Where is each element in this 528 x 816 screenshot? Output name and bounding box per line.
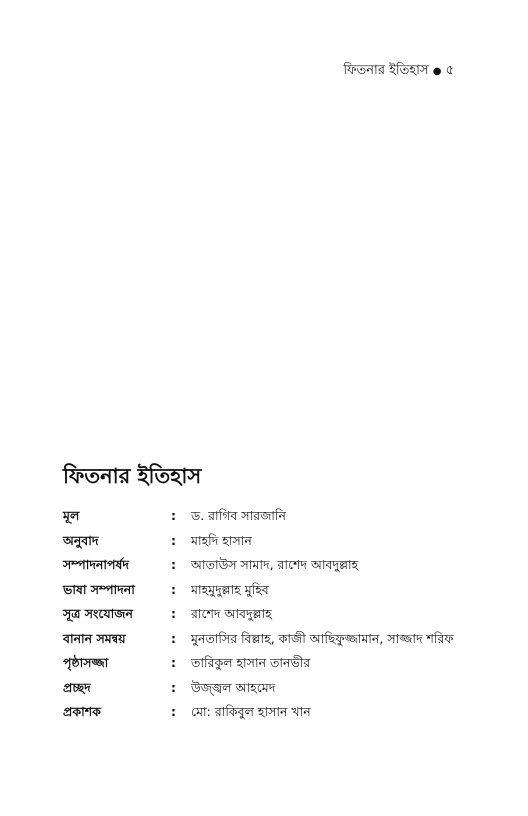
header-separator: ●	[432, 66, 442, 77]
credit-row-spelling-coordination	[63, 631, 483, 656]
credit-label: সূত্র সংযোজন	[63, 606, 133, 621]
credit-value: তারিকুল হাসান তানভীর	[191, 655, 311, 670]
credit-colon: :	[171, 508, 176, 523]
credit-row-language-editor	[63, 582, 483, 607]
credit-colon: :	[171, 630, 176, 646]
credit-label: বানান সমন্বয়	[63, 630, 126, 646]
running-header	[343, 61, 454, 82]
credit-row-cover	[63, 680, 483, 705]
credit-value: আতাউস সামাদ, রাশেদ আবদুল্লাহ	[191, 557, 359, 572]
credit-label: সম্পাদনাপর্ষদ	[63, 557, 129, 572]
credit-label: পৃষ্ঠাসজ্জা	[63, 655, 109, 670]
credit-label: অনুবাদ	[63, 532, 99, 548]
credit-colon: :	[171, 606, 176, 621]
running-title: ফিতনার ইতিহাস	[343, 63, 429, 78]
credit-label: ভাষা সম্পাদনা	[63, 581, 135, 597]
credit-row-publisher	[63, 704, 483, 729]
credit-row-page-layout	[63, 655, 483, 680]
credit-value: মো: রাকিবুল হাসান খান	[191, 704, 311, 719]
credit-row-editorial-board	[63, 557, 483, 582]
credit-value: মাহমুদুল্লাহ মুহিব	[191, 581, 269, 597]
credit-label: প্রকাশক	[63, 704, 101, 719]
credit-value: মাহদি হাসান	[191, 532, 252, 548]
credit-colon: :	[171, 581, 176, 597]
credit-colon: :	[171, 557, 176, 572]
credit-value: মুনতাসির বিল্লাহ, কাজী আছিফুজ্জামান, সাজ্জাদ শরিফ	[191, 630, 454, 646]
book-title: ফিতনার ইতিহাস	[63, 464, 202, 488]
credit-colon: :	[171, 704, 176, 719]
page-number: ৫	[445, 63, 454, 78]
credit-row-translator	[63, 533, 483, 558]
credit-colon: :	[171, 532, 176, 548]
credit-label: মূল	[63, 508, 80, 523]
credits-list	[63, 508, 483, 729]
credit-row-original-author	[63, 508, 483, 533]
credit-colon: :	[171, 679, 176, 695]
credit-value: রাশেদ আবদুল্লাহ	[191, 606, 272, 621]
credit-value: উজ্জ্বল আহমেদ	[191, 679, 276, 695]
credit-colon: :	[171, 655, 176, 670]
credit-label: প্রচ্ছদ	[63, 679, 91, 695]
credit-value: ড. রাগিব সারজানি	[191, 508, 286, 523]
credit-row-references	[63, 606, 483, 631]
